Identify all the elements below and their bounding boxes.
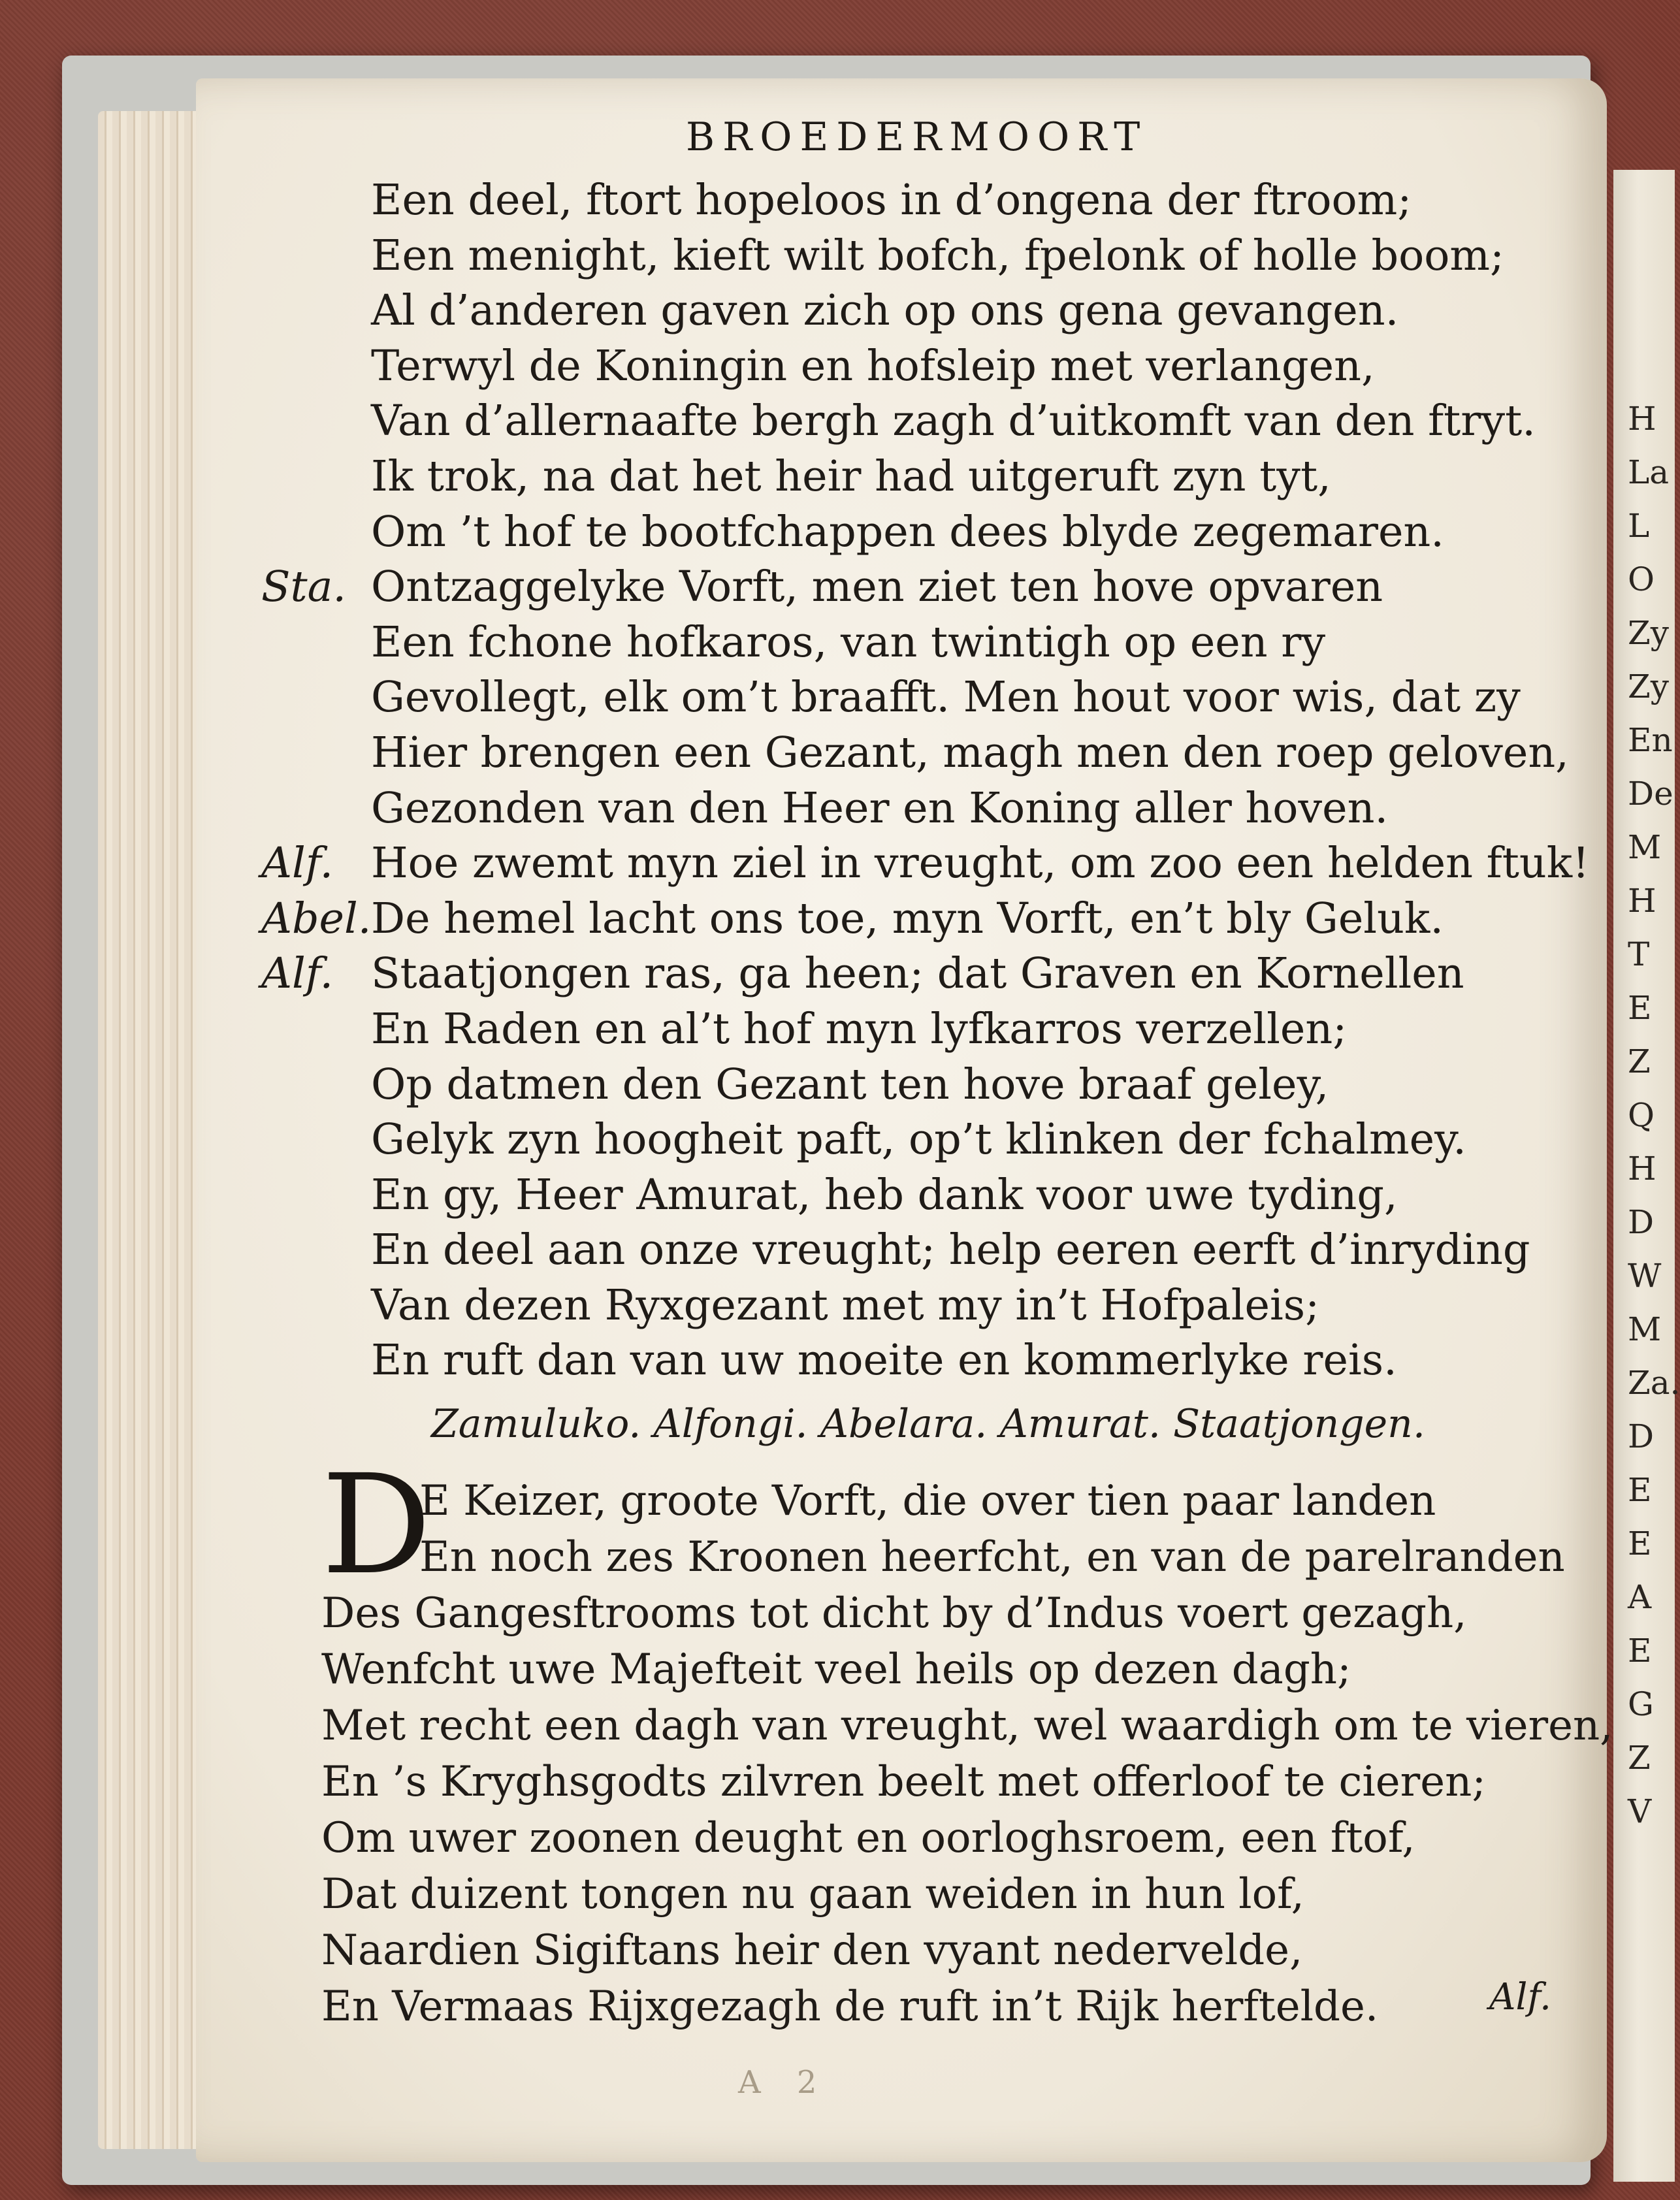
- drop-cap: D: [321, 1445, 432, 1605]
- verse-line: [261, 1223, 1589, 1278]
- facing-page-letter: H: [1628, 400, 1656, 438]
- facing-page-letter: D: [1628, 1417, 1655, 1455]
- speech-line: En noch zes Kroonen heerfcht, en van de parelranden: [419, 1533, 1565, 1581]
- verse-text: Gelyk zyn hoogheit paft, op’t klinken der fchalmey.: [371, 1115, 1466, 1165]
- facing-page-letter: E: [1628, 1525, 1652, 1562]
- speaker-label: Sta.: [261, 562, 347, 612]
- verse-text: Ontzaggelyke Vorft, men ziet ten hove opvaren: [371, 562, 1383, 612]
- speech-line: Des Gangesftrooms tot dicht by d’Indus voert gezagh,: [321, 1589, 1467, 1638]
- speaker-label: Abel.: [261, 894, 372, 943]
- facing-page-letter: W: [1628, 1257, 1662, 1295]
- facing-page-letter: Q: [1628, 1096, 1655, 1134]
- facing-page-letter: H: [1628, 1150, 1656, 1188]
- speech-line: Om uwer zoonen deught en oorloghsroem, een ftof,: [321, 1814, 1415, 1862]
- speech-line: En Vermaas Rijxgezagh de ruft in’t Rijk herftelde.: [321, 1982, 1379, 2031]
- facing-page-letter: Z: [1628, 1739, 1651, 1777]
- verse-text: Om ’t hof te bootfchappen dees blyde zegemaren.: [371, 507, 1444, 557]
- speech-line: Wenfcht uwe Majefteit veel heils op dezen dagh;: [321, 1645, 1351, 1694]
- verse-text: Een deel, ftort hopeloos in d’ongena der ftroom;: [371, 176, 1412, 225]
- verse-text: Al d’anderen gaven zich op ons gena gevangen.: [371, 286, 1399, 336]
- verse-text: Van d’allernaafte bergh zagh d’uitkomft van den ftryt.: [371, 396, 1536, 446]
- verse-line: [261, 229, 1589, 284]
- facing-page-letter: V: [1628, 1792, 1652, 1830]
- verse-line: [261, 892, 1589, 947]
- verse-text: Van dezen Ryxgezant met my in’t Hofpaleis;: [371, 1280, 1319, 1330]
- facing-page-letter: Za.: [1628, 1364, 1680, 1402]
- speaker-label: Alf.: [261, 839, 334, 888]
- verse-line: [261, 1168, 1589, 1223]
- facing-page-letter: H: [1628, 882, 1656, 920]
- verse-text: Een fchone hofkaros, van twintigh op een ry: [371, 617, 1326, 667]
- verse-text: En gy, Heer Amurat, heb dank voor uwe tyding,: [371, 1170, 1398, 1220]
- verse-line: [261, 1333, 1589, 1389]
- facing-page-letter: G: [1628, 1685, 1654, 1723]
- verse-text: Op datmen den Gezant ten hove braaf geley,: [371, 1060, 1329, 1109]
- verse-text: En ruft dan van uw moeite en kommerlyke reis.: [371, 1336, 1397, 1385]
- verse-line: [261, 1002, 1589, 1058]
- facing-page-letter: A: [1628, 1578, 1652, 1616]
- facing-page-letter: O: [1628, 560, 1655, 598]
- verse-text: Een menight, kieft wilt bofch, fpelonk of holle boom;: [371, 231, 1504, 280]
- verse-line: [261, 339, 1589, 395]
- running-head: BROEDERMOORT: [686, 114, 1148, 160]
- facing-page-letter: E: [1628, 1632, 1652, 1670]
- facing-page-letter: En: [1628, 721, 1673, 759]
- verse-line: [261, 946, 1589, 1002]
- facing-page-letter: M: [1628, 1310, 1662, 1348]
- verse-line: [261, 836, 1589, 892]
- verse-line: [261, 1058, 1589, 1113]
- facing-page-letter: E: [1628, 1471, 1652, 1509]
- speech-line: En ’s Kryghsgodts zilvren beelt met offerloof te cieren;: [321, 1758, 1486, 1806]
- speech-line: Naardien Sigiftans heir den vyant nedervelde,: [321, 1926, 1303, 1975]
- verse-line: [261, 615, 1589, 671]
- facing-page-letter: De: [1628, 775, 1673, 813]
- verse-block: [261, 173, 1589, 1389]
- facing-page-letter: L: [1628, 507, 1650, 545]
- verse-line: [261, 394, 1589, 449]
- facing-page-letter: E: [1628, 989, 1652, 1027]
- verse-text: En deel aan onze vreught; help eeren eerft d’inryding: [371, 1225, 1530, 1275]
- verse-line: [261, 1112, 1589, 1168]
- scene-heading: Zamuluko. Alfongi. Abelara. Amurat. Staatjongen.: [431, 1401, 1425, 1447]
- facing-page-letter: Zy: [1628, 668, 1669, 705]
- facing-page-letter: M: [1628, 828, 1662, 866]
- verse-text: Gezonden van den Heer en Koning aller hoven.: [371, 783, 1389, 833]
- speech-block: [321, 1473, 1613, 2035]
- speech-line: Met recht een dagh van vreught, wel waardigh om te vieren,: [321, 1702, 1613, 1750]
- verse-text: Staatjongen ras, ga heen; dat Graven en Kornellen: [371, 949, 1464, 999]
- facing-page-letter: D: [1628, 1203, 1655, 1241]
- facing-page-letter: T: [1628, 935, 1650, 973]
- verse-line: [261, 283, 1589, 339]
- verse-text: Terwyl de Koningin en hofsleip met verlangen,: [371, 341, 1375, 391]
- verse-text: Ik trok, na dat het heir had uitgeruft zyn tyt,: [371, 451, 1331, 501]
- verse-line: [261, 560, 1589, 615]
- verse-text: De hemel lacht ons toe, myn Vorft, en’t bly Geluk.: [371, 894, 1444, 943]
- verse-text: Hoe zwemt myn ziel in vreught, om zoo een helden ftuk!: [371, 839, 1590, 888]
- catchword: Alf.: [1489, 1976, 1551, 2018]
- facing-page-letter: Z: [1628, 1043, 1651, 1080]
- facing-page-letter: La: [1628, 453, 1670, 491]
- speech-line: Dat duizent tongen nu gaan weiden in hun lof,: [321, 1870, 1304, 1918]
- verse-line: [261, 726, 1589, 781]
- facing-page-letters: [1628, 392, 1680, 1838]
- facing-page-letter: Zy: [1628, 614, 1669, 652]
- verse-line: [261, 173, 1589, 229]
- verse-line: [261, 670, 1589, 726]
- speaker-label: Alf.: [261, 949, 334, 999]
- verse-line: [261, 1278, 1589, 1334]
- verse-text: Hier brengen een Gezant, magh men den roep geloven,: [371, 728, 1569, 777]
- verse-line: [261, 449, 1589, 505]
- signature-mark: A 2: [738, 2064, 830, 2101]
- speech-line: E Keizer, groote Vorft, die over tien paar landen: [419, 1477, 1436, 1525]
- verse-line: [261, 505, 1589, 560]
- verse-line: [261, 781, 1589, 837]
- verse-text: En Raden en al’t hof myn lyfkarros verzellen;: [371, 1004, 1348, 1054]
- verse-text: Gevollegt, elk om’t braafft. Men hout voor wis, dat zy: [371, 673, 1521, 722]
